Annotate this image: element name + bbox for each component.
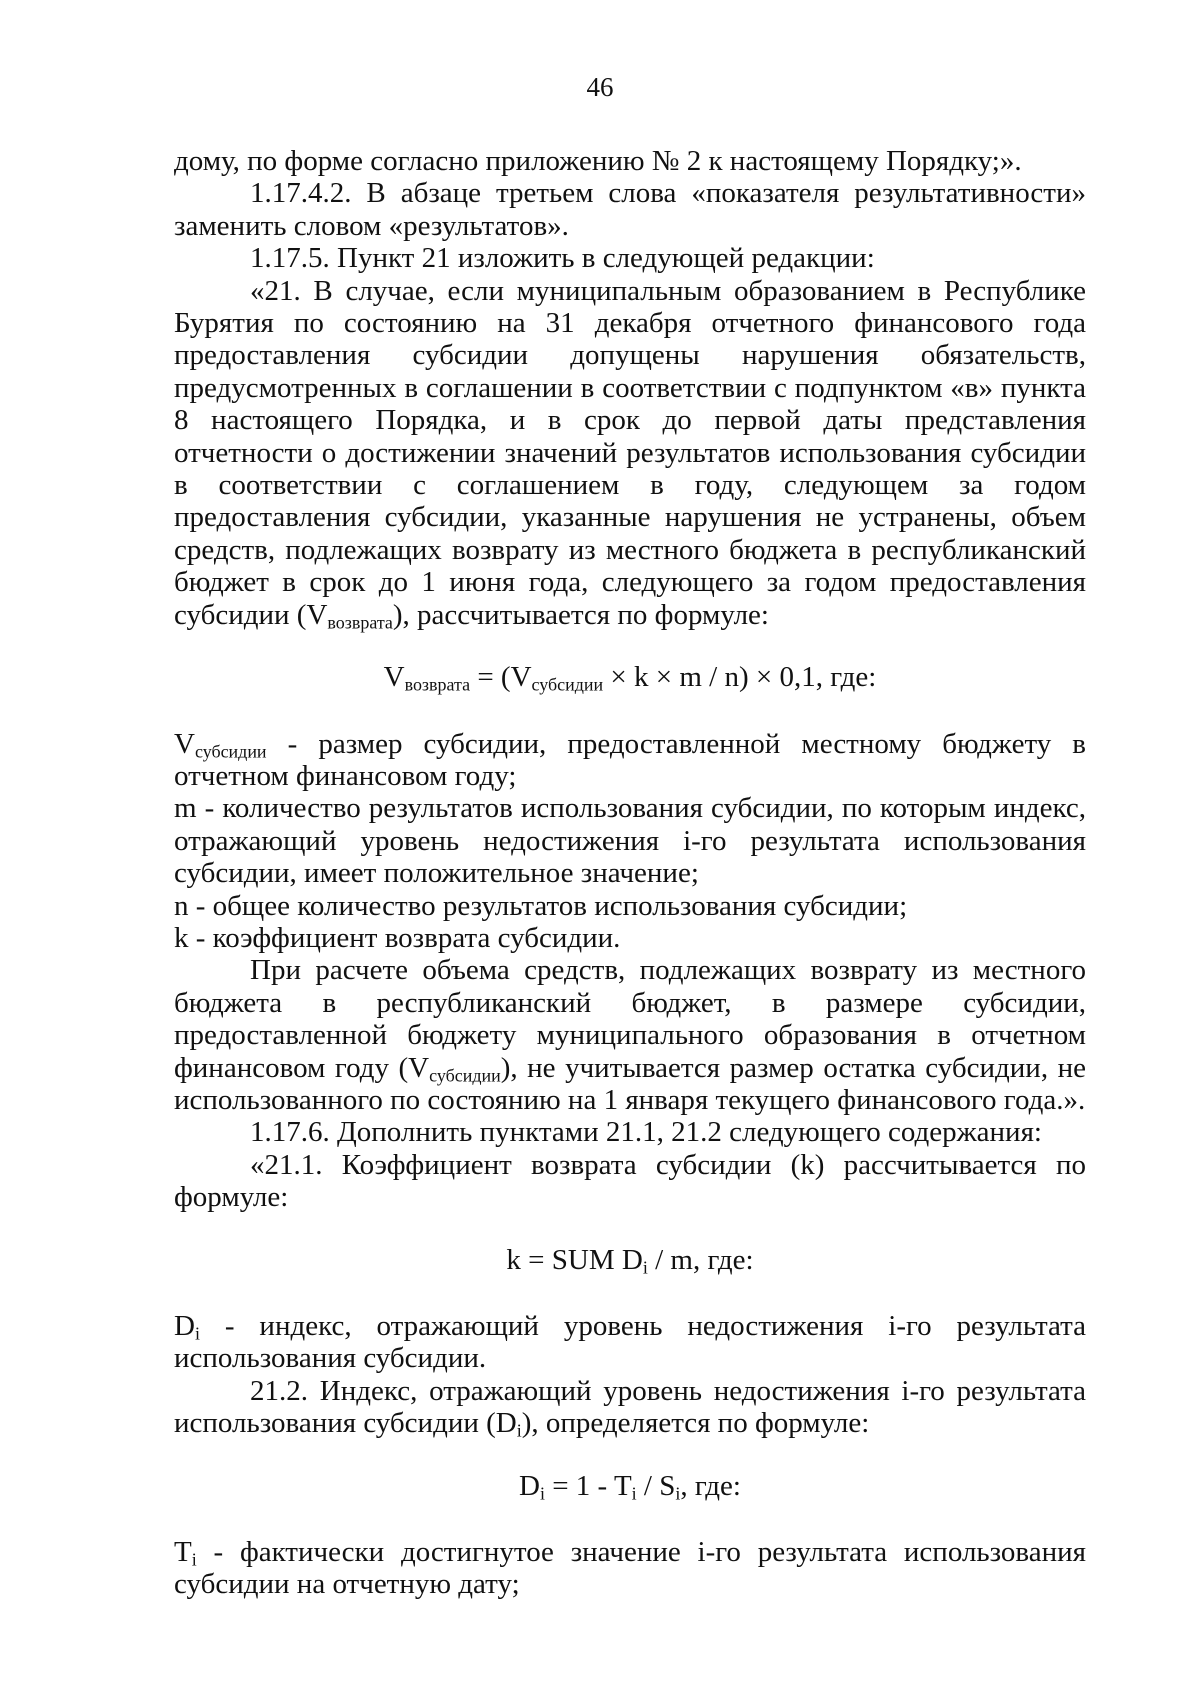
definition-d [174,1310,1086,1375]
paragraph-calculation-subscript: субсидии [429,1065,501,1086]
definition-m: m - количество результатов использования субсидии, по которым индекс, отражающий уровень недостижения i-го результата использования субсидии, имеет положительное значение; [174,792,1086,890]
formula-k-left: k = SUM D [506,1243,643,1276]
formula-d-sub2: i [631,1483,637,1504]
formula-k-subscript: i [642,1257,648,1278]
formula-d-c: / S [636,1469,676,1502]
definition-t-subscript: i [191,1549,197,1570]
formula-rest: × k × m / n) × 0,1, где: [603,661,877,694]
subscript-vozvrata: возврата [327,612,393,633]
paragraph-calculation-end: ), не учитывается размер остатка субсидии, не использованного по состоянию на 1 января текущего финансового года.». [174,1051,1086,1116]
formula-equals-part: = (V [470,661,532,694]
formula-k [174,1244,1086,1276]
formula-d-a: D [519,1469,540,1502]
formula-d-sub3: i [675,1483,681,1504]
formula-d-d: , где: [680,1469,741,1502]
formula-sub-vozvrata: возврата [404,674,471,695]
paragraph-point-21 [174,275,1086,631]
definition-v-text: - размер субсидии, предоставленной местному бюджету в отчетном финансовом году; [174,727,1086,792]
definition-k: k - коэффициент возврата субсидии. [174,921,621,954]
definition-v-subscript: субсидии [194,740,267,761]
formula-v-vozvrata [174,661,1086,693]
formula-d-sub1: i [539,1483,545,1504]
formula-v-symbol: V [383,661,405,694]
paragraph-calculation-note [174,954,1086,1116]
definition-d-subscript: i [194,1323,200,1344]
paragraph-21-2-subscript: i [516,1420,522,1441]
definition-d-symbol: D [174,1310,195,1342]
paragraph-21-1: «21.1. Коэффициент возврата субсидии (k) рассчитывается по формуле: [174,1148,1086,1214]
formula-d [174,1470,1086,1502]
paragraph-continuation: дому, по форме согласно приложению № 2 к настоящему Порядку;». [174,145,1022,177]
formula-k-right: / m, где: [647,1243,754,1276]
paragraph-21-2-text: 21.2. Индекс, отражающий уровень недостижения i-го результата использования субсидии (D [174,1374,1086,1440]
formula-sub-subsidii: субсидии [531,674,604,695]
paragraph-21-2 [174,1375,1086,1440]
document-body [174,145,1086,1601]
paragraph-point-21-end: ), рассчитывается по формуле: [392,598,769,631]
formula-d-b: = 1 - T [544,1469,632,1502]
definition-n: n - общее количество результатов использования субсидии; [174,889,908,922]
paragraph-1-17-5: 1.17.5. Пункт 21 изложить в следующей редакции: [250,242,875,275]
page-number: 46 [586,72,614,102]
definition-v-symbol: V [174,727,195,760]
definition-d-text: - индекс, отражающий уровень недостижения i-го результата использования субсидии. [174,1310,1086,1375]
paragraph-1-17-4-2: 1.17.4.2. В абзаце третьем слова «показателя результативности» заменить словом «результатов». [174,177,1086,242]
definition-t [174,1536,1086,1601]
paragraph-calculation-text: При расчете объема средств, подлежащих возврату из местного бюджета в республиканский бюджет, в размере субсидии, предоставленной бюджету муниципального образования в отчетном финансовом году (V [174,954,1086,1084]
paragraph-1-17-6: 1.17.6. Дополнить пунктами 21.1, 21.2 следующего содержания: [250,1116,1042,1149]
definition-v-subsidii [174,728,1086,793]
paragraph-point-21-text: «21. В случае, если муниципальным образованием в Республике Бурятия по состоянию на 31 декабря отчетного финансового года предоставления субсидии допущены нарушения обязательств, предусмотренных в соглашении в соответствии с подпунктом «в» пункта 8 настоящего Порядка, и в срок до первой даты представления отчетности о достижении значений результатов использования субсидии в соответствии с соглашением в году, следующем за годом предоставления субсидии, указанные нарушения не устранены, объем средств, подлежащих возврату из местного бюджета в республиканский бюджет в срок до 1 июня года, следующего за годом предоставления субсидии (V [174,274,1086,631]
definition-t-text: - фактически достигнутое значение i-го результата использования субсидии на отчетную дату; [174,1536,1086,1601]
definition-t-symbol: T [174,1536,192,1569]
paragraph-21-2-end: ), определяется по формуле: [521,1407,870,1440]
